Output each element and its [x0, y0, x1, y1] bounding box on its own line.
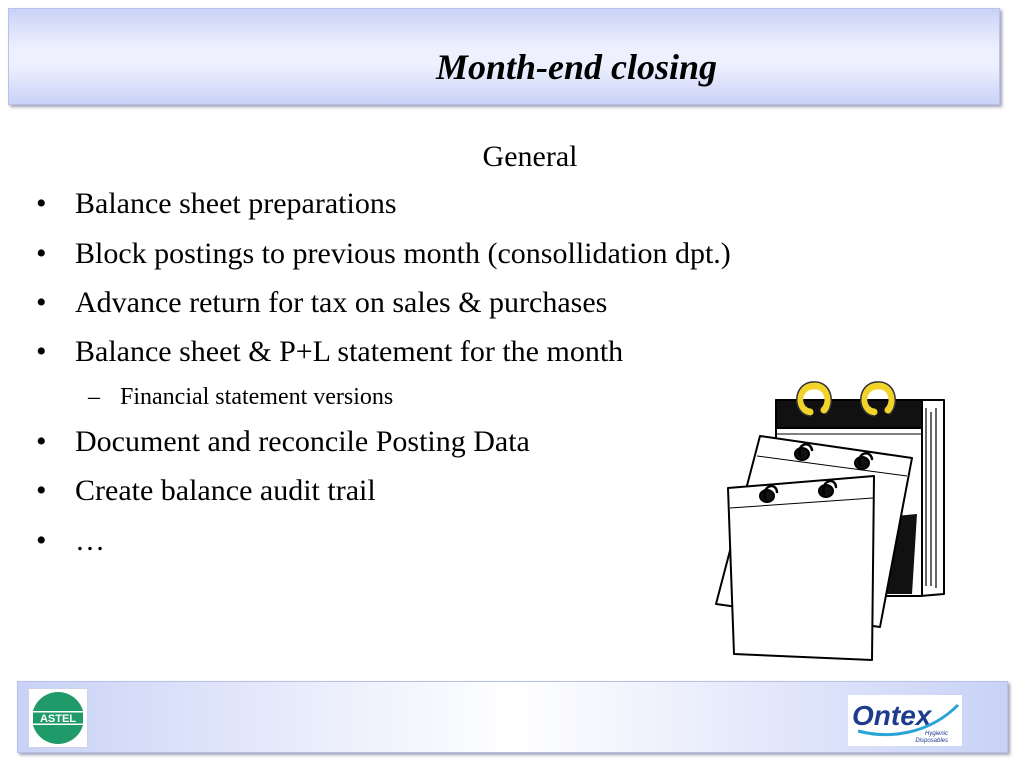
calendar-pages-icon	[712, 372, 952, 664]
title-bar	[8, 8, 1000, 105]
ontex-logo	[848, 695, 962, 746]
bullet-marker: •	[36, 187, 47, 220]
bullet-text: Balance sheet preparations	[75, 187, 397, 220]
svg-text:Ontex: Ontex	[852, 700, 932, 731]
svg-text:ASTEL: ASTEL	[39, 713, 77, 725]
bullet-marker: •	[36, 286, 47, 319]
sub-bullet-text: Financial statement versions	[120, 384, 394, 410]
slide-title: Month-end closing	[435, 47, 718, 87]
svg-text:Hygienic: Hygienic	[924, 731, 948, 737]
bullet-text: Create balance audit trail	[75, 474, 376, 507]
bullet-marker: •	[36, 237, 47, 270]
bullet-marker: •	[36, 335, 47, 368]
bullet-marker: •	[36, 474, 47, 507]
bullet-text: Balance sheet & P+L statement for the month	[75, 335, 624, 368]
bullet-marker: •	[36, 524, 47, 557]
svg-text:Disposables: Disposables	[915, 738, 948, 744]
bullet-marker: •	[36, 425, 47, 458]
bullet-text: Advance return for tax on sales & purchases	[75, 286, 608, 319]
section-heading: General	[482, 140, 578, 173]
bullet-text: Block postings to previous month (consollidation dpt.)	[75, 237, 731, 270]
sub-bullet-marker: –	[88, 384, 100, 410]
bullet-text: …	[75, 524, 105, 557]
bullet-text: Document and reconcile Posting Data	[75, 425, 530, 458]
astel-logo	[28, 688, 88, 748]
